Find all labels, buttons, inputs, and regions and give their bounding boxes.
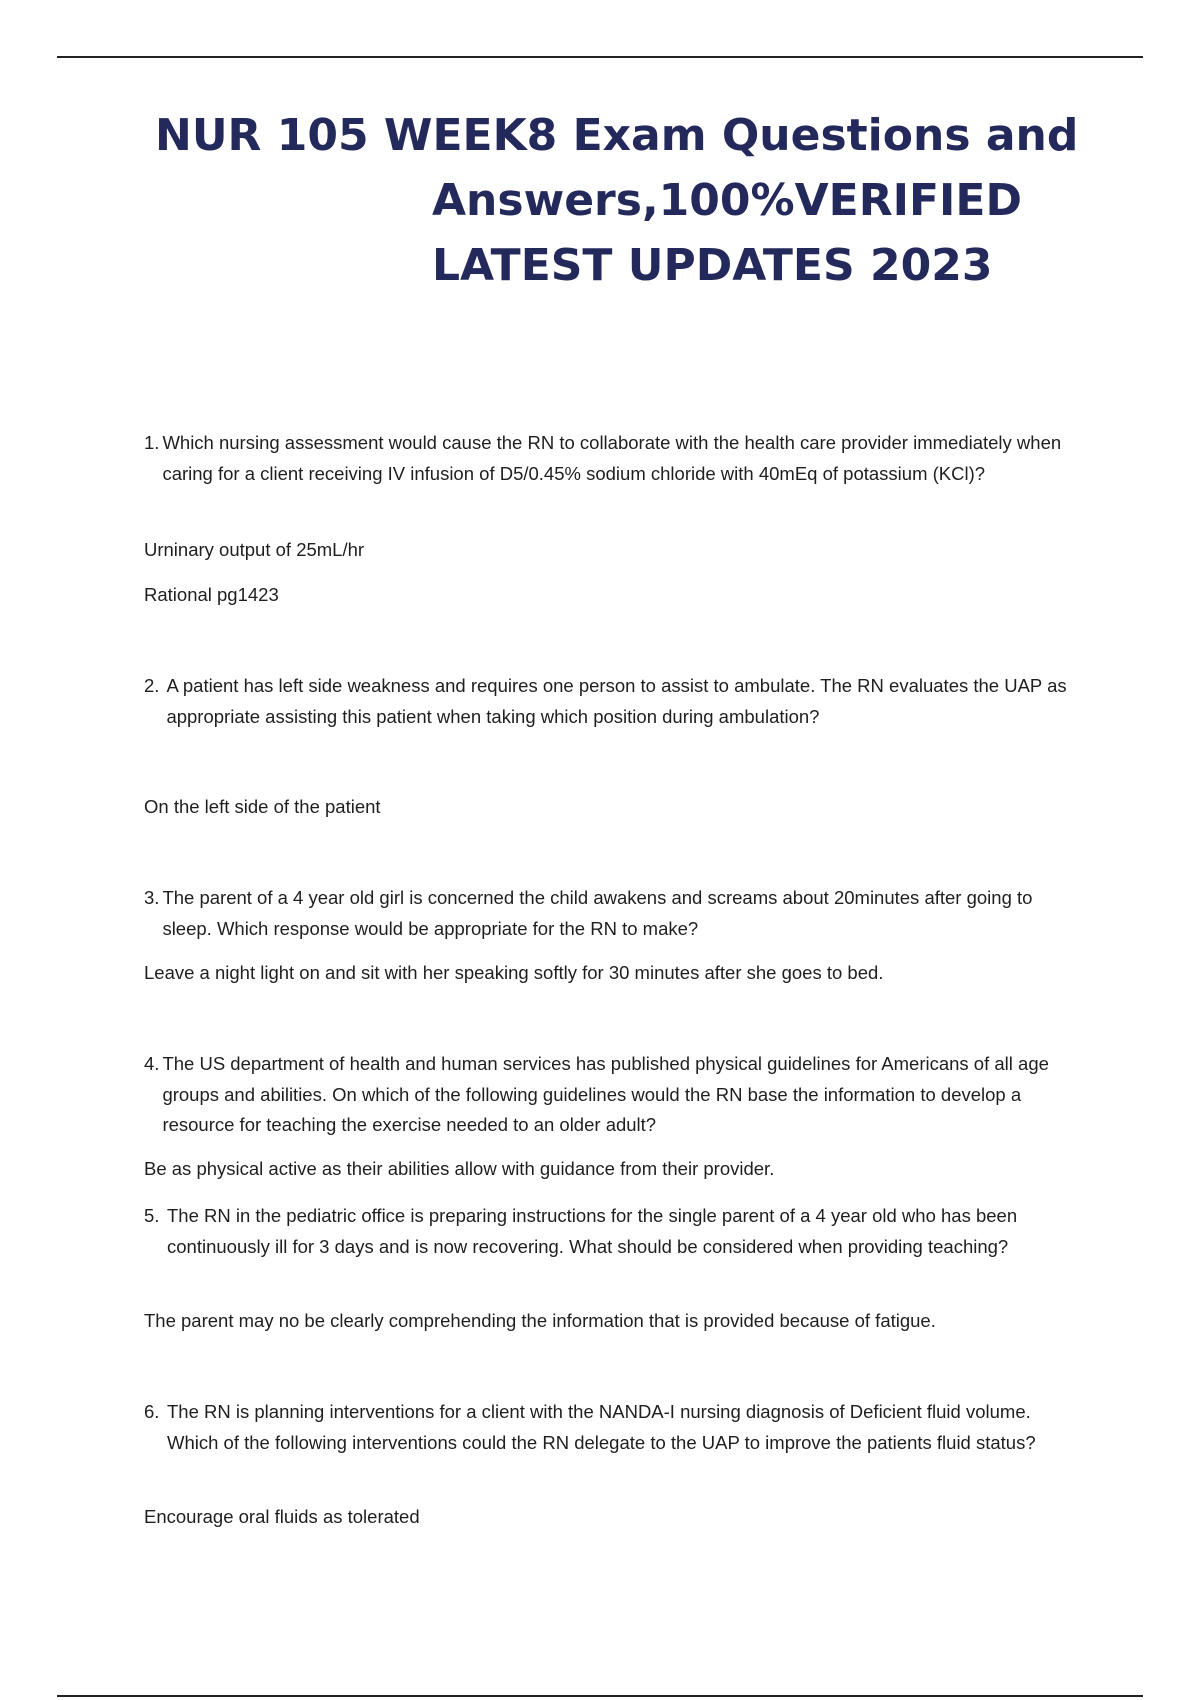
- document-title-line-2: Answers,100%VERIFIED: [432, 175, 1022, 226]
- top-divider: [57, 56, 1143, 58]
- question-number: 6.: [144, 1401, 160, 1422]
- bottom-divider: [57, 1695, 1143, 1697]
- answer-5: The parent may no be clearly comprehending the information that is provided because of fatigue.: [144, 1310, 936, 1331]
- question-number: 1.: [144, 432, 160, 453]
- answer-3: Leave a night light on and sit with her speaking softly for 30 minutes after she goes to bed.: [144, 962, 884, 983]
- question-text: The US department of health and human services has published physical guidelines for Americans of all age groups and abilities. On which of the following guidelines would the RN base the information to develop a resource for teaching the exercise needed to an older adult?: [162, 1053, 1049, 1135]
- question-3: [144, 883, 1079, 944]
- question-5: [144, 1201, 1079, 1262]
- question-number: 2.: [144, 675, 160, 696]
- question-text: The RN in the pediatric office is preparing instructions for the single parent of a 4 year old who has been continuously ill for 3 days and is now recovering. What should be considered when providing teaching?: [167, 1205, 1018, 1257]
- question-text: Which nursing assessment would cause the RN to collaborate with the health care provider immediately when caring for a client receiving IV infusion of D5/0.45% sodium chloride with 40mEq of potassium (KCl)?: [162, 432, 1062, 484]
- document-title-line-1: NUR 105 WEEK8 Exam Questions and: [155, 110, 1079, 161]
- answer-6: Encourage oral fluids as tolerated: [144, 1506, 420, 1527]
- question-6: [144, 1397, 1079, 1458]
- question-number: 3.: [144, 887, 160, 908]
- question-4: [144, 1049, 1079, 1141]
- question-1: [144, 428, 1079, 489]
- question-text: A patient has left side weakness and requires one person to assist to ambulate. The RN evaluates the UAP as appropriate assisting this patient when taking which position during ambulation?: [166, 675, 1067, 727]
- question-text: The RN is planning interventions for a client with the NANDA-I nursing diagnosis of Deficient fluid volume. Which of the following interventions could the RN delegate to the UAP to improve the patients fluid status?: [167, 1401, 1036, 1453]
- question-text: The parent of a 4 year old girl is concerned the child awakens and screams about 20minutes after going to sleep. Which response would be appropriate for the RN to make?: [162, 887, 1033, 939]
- document-title-line-3: LATEST UPDATES 2023: [432, 240, 993, 291]
- answer-2: On the left side of the patient: [144, 796, 381, 817]
- rationale-1: Rational pg1423: [144, 584, 279, 605]
- question-number: 5.: [144, 1205, 160, 1226]
- answer-4: Be as physical active as their abilities allow with guidance from their provider.: [144, 1158, 775, 1179]
- question-number: 4.: [144, 1053, 160, 1074]
- question-2: [144, 671, 1079, 732]
- answer-1: Urninary output of 25mL/hr: [144, 539, 365, 560]
